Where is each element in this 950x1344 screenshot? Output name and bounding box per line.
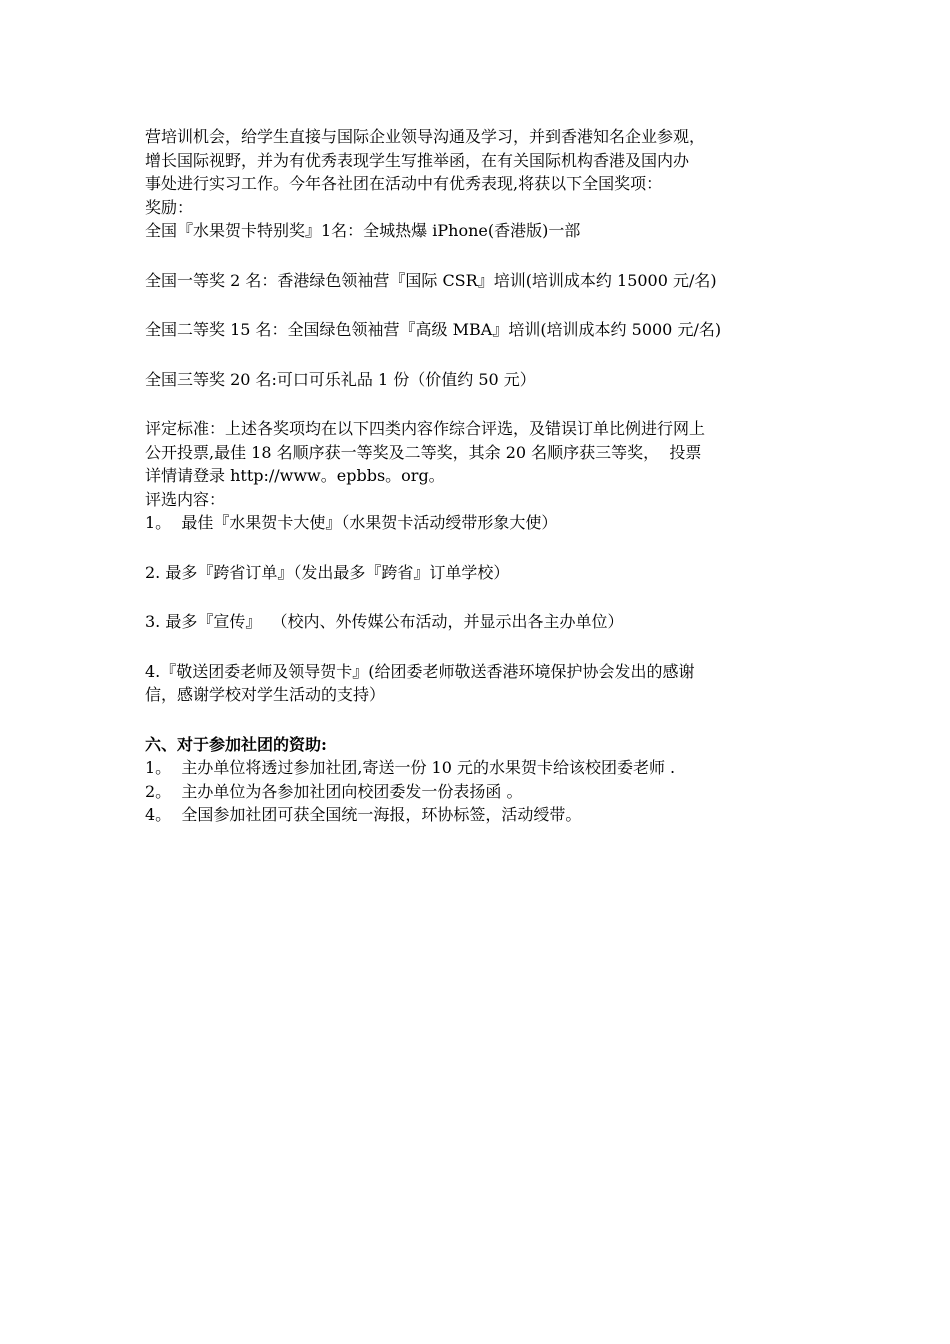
intro-line: 营培训机会，给学生直接与国际企业领导沟通及学习，并到香港知名企业参观， bbox=[145, 127, 706, 146]
intro-line: 事处进行实习工作。今年各社团在活动中有优秀表现,将获以下全国奖项： bbox=[145, 174, 663, 193]
awards-title: 奖励： bbox=[145, 197, 194, 217]
document-body bbox=[145, 125, 825, 827]
intro-line: 增长国际视野，并为有优秀表现学生写推举函，在有关国际机构香港及国内办 bbox=[145, 150, 690, 170]
selection-item: 4.『敬送团委老师及领导贺卡』(给团委老师敬送香港环境保护协会发出的感谢 bbox=[145, 661, 695, 681]
selection-item: 2. 最多『跨省订单』（发出最多『跨省』订单学校） bbox=[145, 562, 510, 582]
criteria-line: 公开投票,最佳 18 名顺序获一等奖及二等奖，其余 20 名顺序获三等奖， 投票 bbox=[145, 442, 702, 462]
criteria-line: 评定标准：上述各奖项均在以下四类内容作综合评选，及错误订单比例进行网上 bbox=[145, 419, 706, 438]
support-heading: 六、对于参加社团的资助: bbox=[145, 734, 327, 754]
award-special: 全国『水果贺卡特别奖』1名：全城热爆 iPhone(香港版)一部 bbox=[145, 221, 581, 240]
award-second: 全国二等奖 15 名：全国绿色领袖营『高级 MBA』培训(培训成本约 5000 元/名) bbox=[145, 320, 722, 339]
criteria-line: 详情请登录 http://www。epbbs。org。 bbox=[145, 466, 445, 485]
award-first: 全国一等奖 2 名：香港绿色领袖营『国际 CSR』培训(培训成本约 15000 元/名) bbox=[145, 270, 717, 290]
support-item: 4。 全国参加社团可获全国统一海报，环协标签，活动绶带。 bbox=[145, 805, 582, 824]
selection-item: 3. 最多『宣传』 （校内、外传媒公布活动，并显示出各主办单位） bbox=[145, 612, 624, 631]
support-item: 2。 主办单位为各参加社团向校团委发一份表扬函 。 bbox=[145, 781, 523, 801]
selection-title: 评选内容： bbox=[145, 489, 226, 509]
support-item: 1。 主办单位将透过参加社团,寄送一份 10 元的水果贺卡给该校团委老师 . bbox=[145, 758, 676, 777]
selection-item: 1。 最佳『水果贺卡大使』（水果贺卡活动绶带形象大使） bbox=[145, 513, 558, 532]
selection-item: 信，感谢学校对学生活动的支持） bbox=[145, 685, 386, 704]
award-third: 全国三等奖 20 名:可口可乐礼品 1 份（价值约 50 元） bbox=[145, 369, 536, 389]
